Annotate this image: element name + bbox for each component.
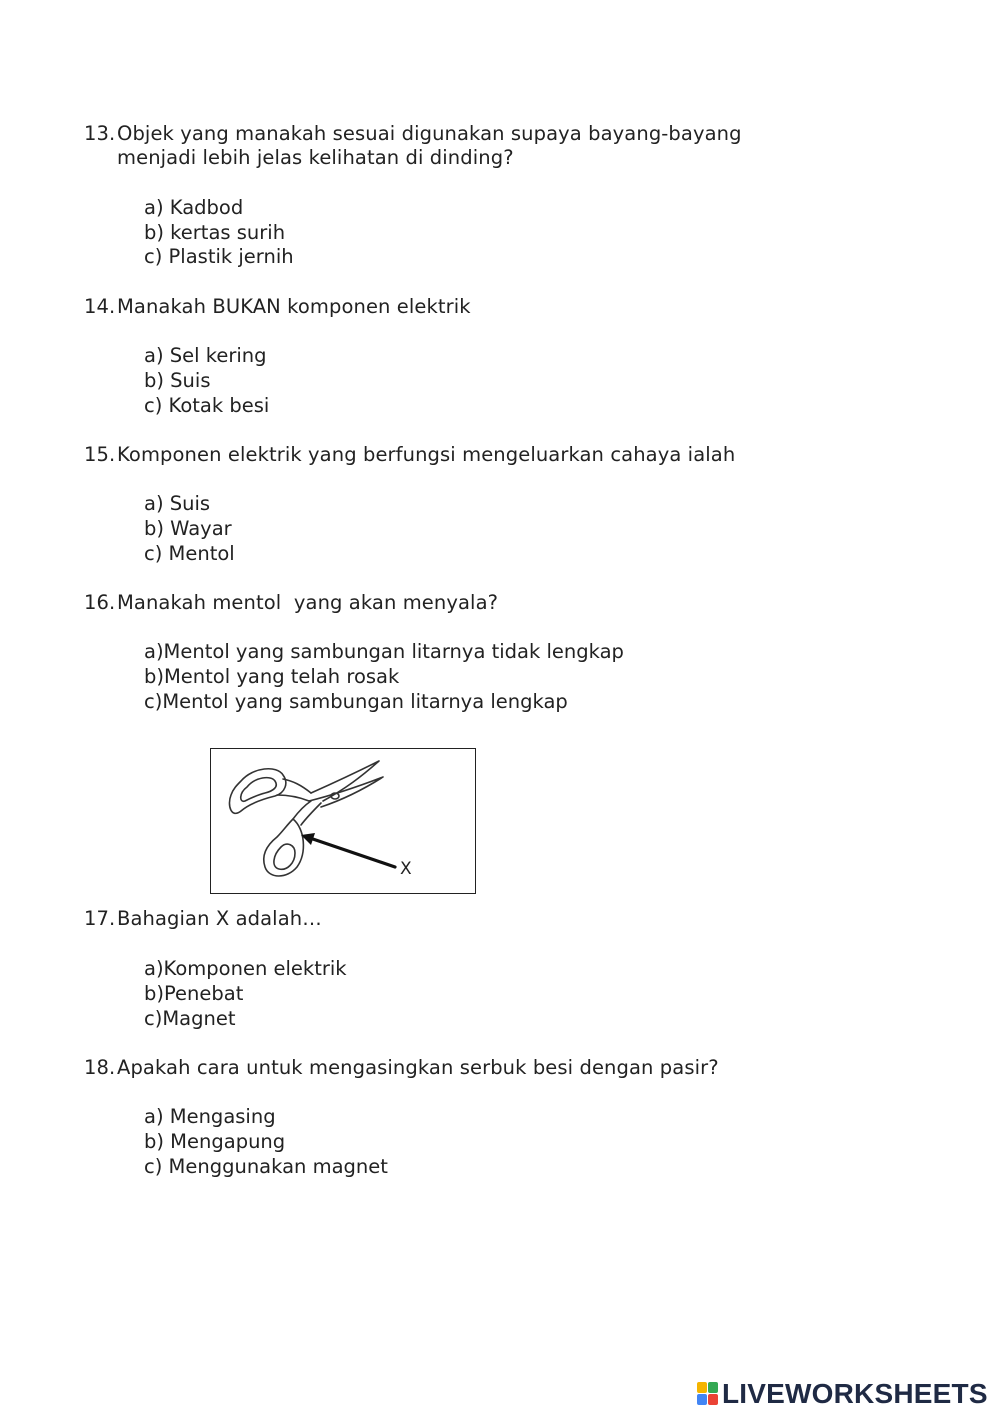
question-13-line-1: Objek yang manakah sesuai digunakan supaya bayang-bayang — [117, 122, 742, 145]
question-14-number: 14. — [84, 295, 116, 318]
question-15-text — [84, 443, 735, 467]
question-15-number: 15. — [84, 443, 116, 466]
pointer-label-x: X — [400, 859, 412, 879]
question-14-option-b[interactable]: b) Suis — [144, 369, 211, 392]
question-14-text — [84, 295, 471, 319]
question-17-option-c[interactable]: c)Magnet — [144, 1007, 236, 1030]
question-14-option-a[interactable]: a) Sel kering — [144, 344, 267, 367]
question-17-option-b[interactable]: b)Penebat — [144, 982, 244, 1005]
question-17-text — [84, 907, 322, 931]
question-16-line-1: Manakah mentol yang akan menyala? — [117, 591, 499, 614]
question-13-number: 13. — [84, 122, 116, 145]
question-13-option-a[interactable]: a) Kadbod — [144, 196, 244, 219]
question-18-option-b[interactable]: b) Mengapung — [144, 1130, 286, 1153]
question-17-line-1: Bahagian X adalah… — [117, 907, 322, 930]
liveworksheets-brand[interactable] — [697, 1379, 988, 1409]
question-16-text — [84, 591, 498, 615]
question-13-option-c[interactable]: c) Plastik jernih — [144, 245, 294, 268]
question-18-option-a[interactable]: a) Mengasing — [144, 1105, 276, 1128]
question-14-option-c[interactable]: c) Kotak besi — [144, 394, 270, 417]
question-17-number: 17. — [84, 907, 116, 930]
question-16-option-b[interactable]: b)Mentol yang telah rosak — [144, 665, 400, 688]
question-15-option-c[interactable]: c) Mentol — [144, 542, 235, 565]
question-18-option-c[interactable]: c) Menggunakan magnet — [144, 1155, 388, 1178]
question-17-option-a[interactable]: a)Komponen elektrik — [144, 957, 347, 980]
question-13-text — [84, 122, 742, 146]
liveworksheets-logo-icon — [697, 1382, 719, 1406]
question-18-text — [84, 1056, 719, 1080]
question-13-line-2: menjadi lebih jelas kelihatan di dinding? — [117, 146, 514, 169]
question-16-option-c[interactable]: c)Mentol yang sambungan litarnya lengkap — [144, 690, 568, 713]
question-15-option-a[interactable]: a) Suis — [144, 492, 211, 515]
question-18-number: 18. — [84, 1056, 116, 1079]
question-15-option-b[interactable]: b) Wayar — [144, 517, 232, 540]
question-13-option-b[interactable]: b) kertas surih — [144, 221, 286, 244]
liveworksheets-wordmark: LIVEWORKSHEETS — [722, 1378, 988, 1409]
question-15-line-1: Komponen elektrik yang berfungsi mengeluarkan cahaya ialah — [117, 443, 736, 466]
question-14-line-1: Manakah BUKAN komponen elektrik — [117, 295, 471, 318]
question-16-number: 16. — [84, 591, 116, 614]
scissors-icon — [211, 749, 477, 895]
question-16-option-a[interactable]: a)Mentol yang sambungan litarnya tidak lengkap — [144, 640, 624, 663]
scissors-figure — [210, 748, 476, 894]
question-18-line-1: Apakah cara untuk mengasingkan serbuk besi dengan pasir? — [117, 1056, 719, 1079]
